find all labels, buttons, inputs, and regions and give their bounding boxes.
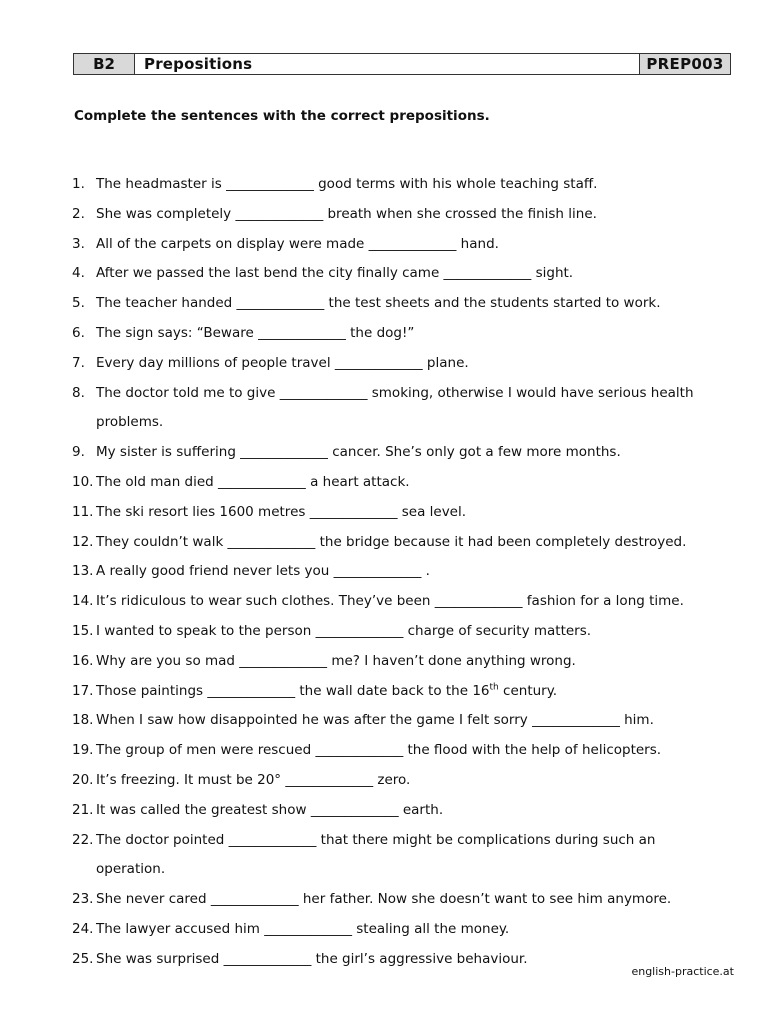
item-text: I wanted to speak to the person _____________ charge of security matters.	[96, 622, 592, 639]
exercise-item	[72, 885, 742, 915]
item-text-after: century.	[498, 682, 558, 699]
exercise-item	[72, 528, 742, 558]
item-text: Why are you so mad _____________ me? I haven’t done anything wrong.	[96, 652, 576, 669]
item-number: 9.	[72, 444, 85, 461]
item-text: It’s ridiculous to wear such clothes. They’ve been _____________ fashion for a long time.	[96, 593, 684, 610]
exercise-item	[72, 379, 742, 439]
item-number: 12.	[72, 533, 94, 550]
exercise-item	[72, 230, 742, 260]
item-text: The headmaster is _____________ good terms with his whole teaching staff.	[96, 176, 598, 192]
item-text-before: Those paintings _____________ the wall date back to the 16	[96, 682, 490, 699]
item-number: 24.	[72, 920, 94, 937]
item-number: 17.	[72, 682, 94, 699]
item-number: 6.	[72, 324, 85, 341]
exercise-item	[72, 498, 742, 528]
item-text: Every day millions of people travel _____________ plane.	[96, 354, 469, 371]
item-text: She never cared _____________ her father. Now she doesn’t want to see him anymore.	[96, 891, 672, 908]
exercise-item	[72, 319, 742, 349]
item-number: 20.	[72, 771, 94, 788]
exercise-item	[72, 468, 742, 498]
exercise-item	[72, 587, 742, 617]
ordinal-suffix: th	[489, 682, 499, 693]
exercise-item	[72, 796, 742, 826]
exercise-item	[72, 349, 742, 379]
exercise-item	[72, 915, 742, 945]
item-number: 13.	[72, 563, 94, 580]
item-number: 4.	[72, 265, 85, 282]
exercise-item	[72, 438, 742, 468]
item-text: It was called the greatest show _____________ earth.	[96, 801, 444, 818]
item-number: 18.	[72, 712, 94, 729]
item-text: She was surprised _____________ the girl’s aggressive behaviour.	[96, 950, 528, 967]
exercise-item	[72, 766, 742, 796]
item-text	[96, 677, 557, 707]
item-text: A really good friend never lets you _____________ .	[96, 563, 430, 580]
item-number: 1.	[72, 176, 85, 192]
exercise-item	[72, 677, 742, 707]
item-number: 14.	[72, 593, 94, 610]
footer-source: english-practice.at	[631, 965, 734, 978]
item-number: 5.	[72, 295, 85, 312]
worksheet-header	[73, 53, 731, 75]
level-label: B2	[74, 54, 135, 74]
item-text: The group of men were rescued _____________ the flood with the help of helicopters.	[96, 742, 662, 759]
item-number: 15.	[72, 622, 94, 639]
item-text: When I saw how disappointed he was after the game I felt sorry _____________ him.	[96, 712, 654, 729]
exercise-item	[72, 557, 742, 587]
worksheet-code: PREP003	[639, 54, 730, 74]
item-number: 16.	[72, 652, 94, 669]
item-text: The doctor pointed _____________ that there might be complications during such an operation.	[96, 831, 656, 878]
item-number: 7.	[72, 354, 85, 371]
exercise-item	[72, 617, 742, 647]
item-text: She was completely _____________ breath when she crossed the finish line.	[96, 205, 597, 222]
exercise-item	[72, 736, 742, 766]
exercise-item	[72, 647, 742, 677]
item-text: The old man died _____________ a heart attack.	[96, 473, 410, 490]
exercise-item	[72, 259, 742, 289]
item-number: 19.	[72, 742, 94, 759]
exercise-list	[72, 170, 742, 975]
item-number: 25.	[72, 950, 94, 967]
item-text: My sister is suffering _____________ cancer. She’s only got a few more months.	[96, 444, 621, 461]
exercise-item	[72, 706, 742, 736]
item-number: 2.	[72, 205, 85, 222]
item-text: After we passed the last bend the city finally came _____________ sight.	[96, 265, 574, 282]
item-text: The ski resort lies 1600 metres _____________ sea level.	[96, 503, 467, 520]
item-number: 21.	[72, 801, 94, 818]
item-text: All of the carpets on display were made _____________ hand.	[96, 235, 499, 252]
item-text: It’s freezing. It must be 20° _____________ zero.	[96, 771, 411, 788]
item-number: 23.	[72, 891, 94, 908]
item-text: The lawyer accused him _____________ stealing all the money.	[96, 920, 510, 937]
exercise-item	[72, 826, 742, 886]
item-number: 10.	[72, 473, 94, 490]
item-text: The teacher handed _____________ the test sheets and the students started to work.	[96, 295, 661, 312]
item-text: The sign says: “Beware _____________ the dog!”	[96, 324, 415, 341]
item-number: 22.	[72, 831, 94, 848]
worksheet-title: Prepositions	[144, 55, 253, 73]
item-text: They couldn’t walk _____________ the bridge because it had been completely destroyed.	[96, 533, 687, 550]
exercise-item	[72, 170, 742, 200]
item-number: 3.	[72, 235, 85, 252]
exercise-item	[72, 289, 742, 319]
exercise-item	[72, 200, 742, 230]
instruction: Complete the sentences with the correct prepositions.	[74, 108, 490, 124]
item-number: 11.	[72, 503, 94, 520]
item-number: 8.	[72, 384, 85, 401]
item-text: The doctor told me to give _____________ smoking, otherwise I would have serious health problems.	[96, 384, 694, 431]
